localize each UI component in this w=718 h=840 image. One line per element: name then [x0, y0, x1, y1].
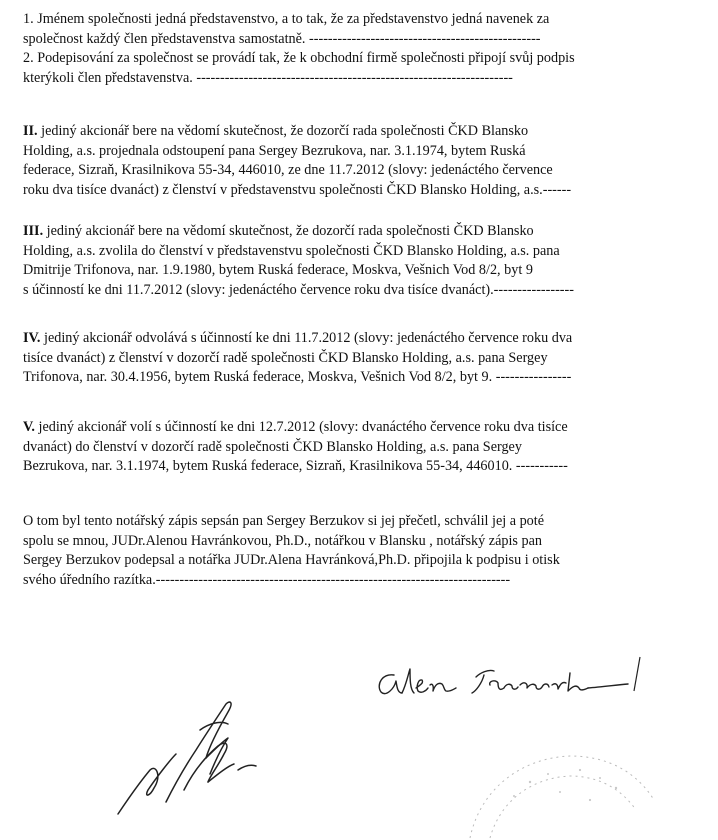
paragraph-article-clauses	[23, 10, 636, 88]
text-line: O tom byl tento notářský zápis sepsán pan Sergey Berzukov si jej přečetl, schválil jej a poté	[23, 513, 544, 529]
text-line: Sergey Berzukov podepsal a notářka JUDr.Alena Havránková,Ph.D. připojila k podpisu i otisk	[23, 552, 560, 568]
text-line: dvanáct) do členství v dozorčí radě společnosti ČKD Blansko Holding, a.s. pana Sergey	[23, 438, 522, 455]
text-line: federace, Sizraň, Krasilnikova 55-34, 446010, ze dne 11.7.2012 (slovy: jedenáctého července	[23, 162, 553, 178]
resolution-number: II.	[23, 123, 38, 139]
resolution-number: V.	[23, 419, 35, 435]
paragraph-resolution-v	[23, 418, 636, 477]
text-line: Holding, a.s. projednala odstoupení pana Sergey Bezrukova, nar. 3.1.1974, bytem Ruská	[23, 142, 526, 159]
text-line: tisíce dvanáct) z členství v dozorčí radě společnosti ČKD Blansko Holding, a.s. pana Sergey	[23, 349, 548, 366]
text-fragment: jediný akcionář bere na vědomí skutečnost, že dozorčí rada společnosti ČKD Blansko	[43, 223, 534, 239]
text-line: 2. Podepisování za společnost se provádí tak, že k obchodní firmě společnosti připojí svůj podpis	[23, 50, 575, 66]
text-line	[23, 122, 636, 142]
text-line: Trifonova, nar. 30.4.1956, bytem Ruská federace, Moskva, Vešnich Vod 8/2, byt 9. ----------------	[23, 369, 572, 385]
text-fragment: jediný akcionář bere na vědomí skutečnost, že dozorčí rada společnosti ČKD Blansko	[37, 123, 529, 139]
official-stamp-impression	[460, 730, 660, 840]
text-fragment: jediný akcionář volí s účinností ke dni 12.7.2012 (slovy: dvanáctého července roku dva tisíce	[34, 419, 568, 435]
text-line	[23, 329, 636, 349]
text-line: roku dva tisíce dvanáct) z členství v představenstvu společnosti ČKD Blansko Holding, a.s.------	[23, 181, 572, 198]
text-line: s účinností ke dni 11.7.2012 (slovy: jedenáctého července roku dva tisíce dvanáct).-----------------	[23, 281, 574, 298]
text-fragment: jediný akcionář odvolává s účinností ke dni 11.7.2012 (slovy: jedenáctého července roku dva	[40, 330, 573, 346]
text-line: společnost každý člen představenstva samostatně. -------------------------------------------------	[23, 30, 541, 47]
paragraph-closing-statement	[23, 512, 636, 590]
text-line	[23, 222, 636, 242]
paragraph-resolution-ii	[23, 122, 636, 200]
text-line: Holding, a.s. zvolila do členství v představenstvu společnosti ČKD Blansko Holding, a.s. pana	[23, 242, 560, 259]
text-line: Bezrukova, nar. 3.1.1974, bytem Ruská federace, Sizraň, Krasilnikova 55-34, 446010. -----------	[23, 458, 568, 474]
party-signature	[110, 690, 270, 820]
text-line	[23, 418, 636, 438]
resolution-number: IV.	[23, 330, 41, 346]
text-line: 1. Jménem společnosti jedná představenstvo, a to tak, že za představenstvo jedná navenek za	[23, 11, 550, 27]
paragraph-resolution-iii	[23, 222, 636, 300]
text-line: svého úředního razítka.---------------------------------------------------------------------------	[23, 571, 511, 588]
text-line: Dmitrije Trifonova, nar. 1.9.1980, bytem Ruská federace, Moskva, Vešnich Vod 8/2, byt 9	[23, 262, 533, 278]
notary-signature	[372, 655, 652, 715]
resolution-number: III.	[23, 223, 44, 239]
text-line: spolu se mnou, JUDr.Alenou Havránkovou, Ph.D., notářkou v Blansku , notářský zápis pan	[23, 532, 542, 549]
text-line: kterýkoli člen představenstva. -------------------------------------------------------------------	[23, 69, 513, 86]
paragraph-resolution-iv	[23, 329, 636, 388]
